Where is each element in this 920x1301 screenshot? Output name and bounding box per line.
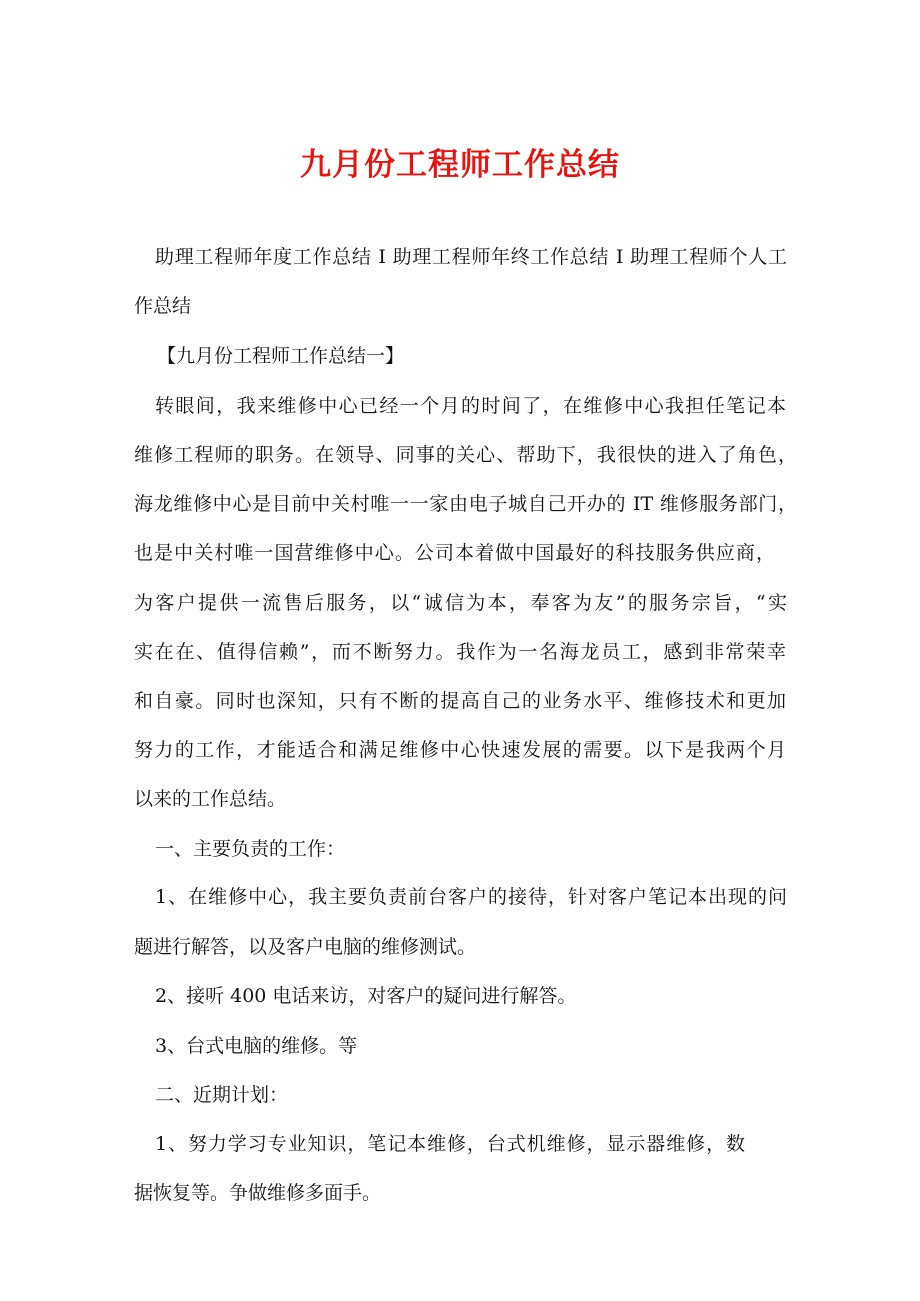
plan-1-line-2: 据恢复等。争做维修多面手。 xyxy=(134,1182,382,1204)
intro-line-1: 助理工程师年度工作总结 I 助理工程师年终工作总结 I 助理工程师个人工 xyxy=(155,246,787,268)
item-3: 3、台式电脑的维修。等 xyxy=(155,1035,358,1057)
item-1-line-1: 1、在维修中心，我主要负责前台客户的接待，针对客户笔记本出现的问 xyxy=(155,886,787,908)
body-line-1: 转眼间，我来维修中心已经一个月的时间了，在维修中心我担任笔记本 xyxy=(155,395,786,417)
document-title: 九月份工程师工作总结 xyxy=(300,147,620,183)
section-heading-3: 二、近期计划： xyxy=(155,1084,289,1106)
body-line-9: 以来的工作总结。 xyxy=(134,788,287,810)
plan-1-line-1: 1、努力学习专业知识，笔记本维修，台式机维修，显示器维修，数 xyxy=(155,1133,745,1155)
body-line-8: 努力的工作，才能适合和满足维修中心快速发展的需要。以下是我两个月 xyxy=(134,739,786,761)
body-line-5: 为客户提供一流售后服务，以“诚信为本，奉客为友”的服务宗旨，“实 xyxy=(134,592,787,614)
item-1-line-2: 题进行解答，以及客户电脑的维修测试。 xyxy=(134,936,477,958)
intro-line-2: 作总结 xyxy=(134,295,192,317)
item-2: 2、接听 400 电话来访，对客户的疑问进行解答。 xyxy=(155,985,577,1007)
section-heading-1: 【九月份工程师工作总结一】 xyxy=(157,345,405,367)
body-line-6: 实在在、值得信赖”，而不断努力。我作为一名海龙员工，感到非常荣幸 xyxy=(134,641,786,663)
body-line-2: 维修工程师的职务。在领导、同事的关心、帮助下，我很快的进入了角色， xyxy=(134,444,797,466)
body-line-4: 也是中关村唯一国营维修中心。公司本着做中国最好的科技服务供应商， xyxy=(134,542,775,564)
body-line-7: 和自豪。同时也深知，只有不断的提高自己的业务水平、维修技术和更加 xyxy=(134,690,786,712)
body-line-3: 海龙维修中心是目前中关村唯一一家由电子城自己开办的 IT 维修服务部门， xyxy=(134,493,797,515)
section-heading-2: 一、主要负责的工作： xyxy=(155,838,346,860)
